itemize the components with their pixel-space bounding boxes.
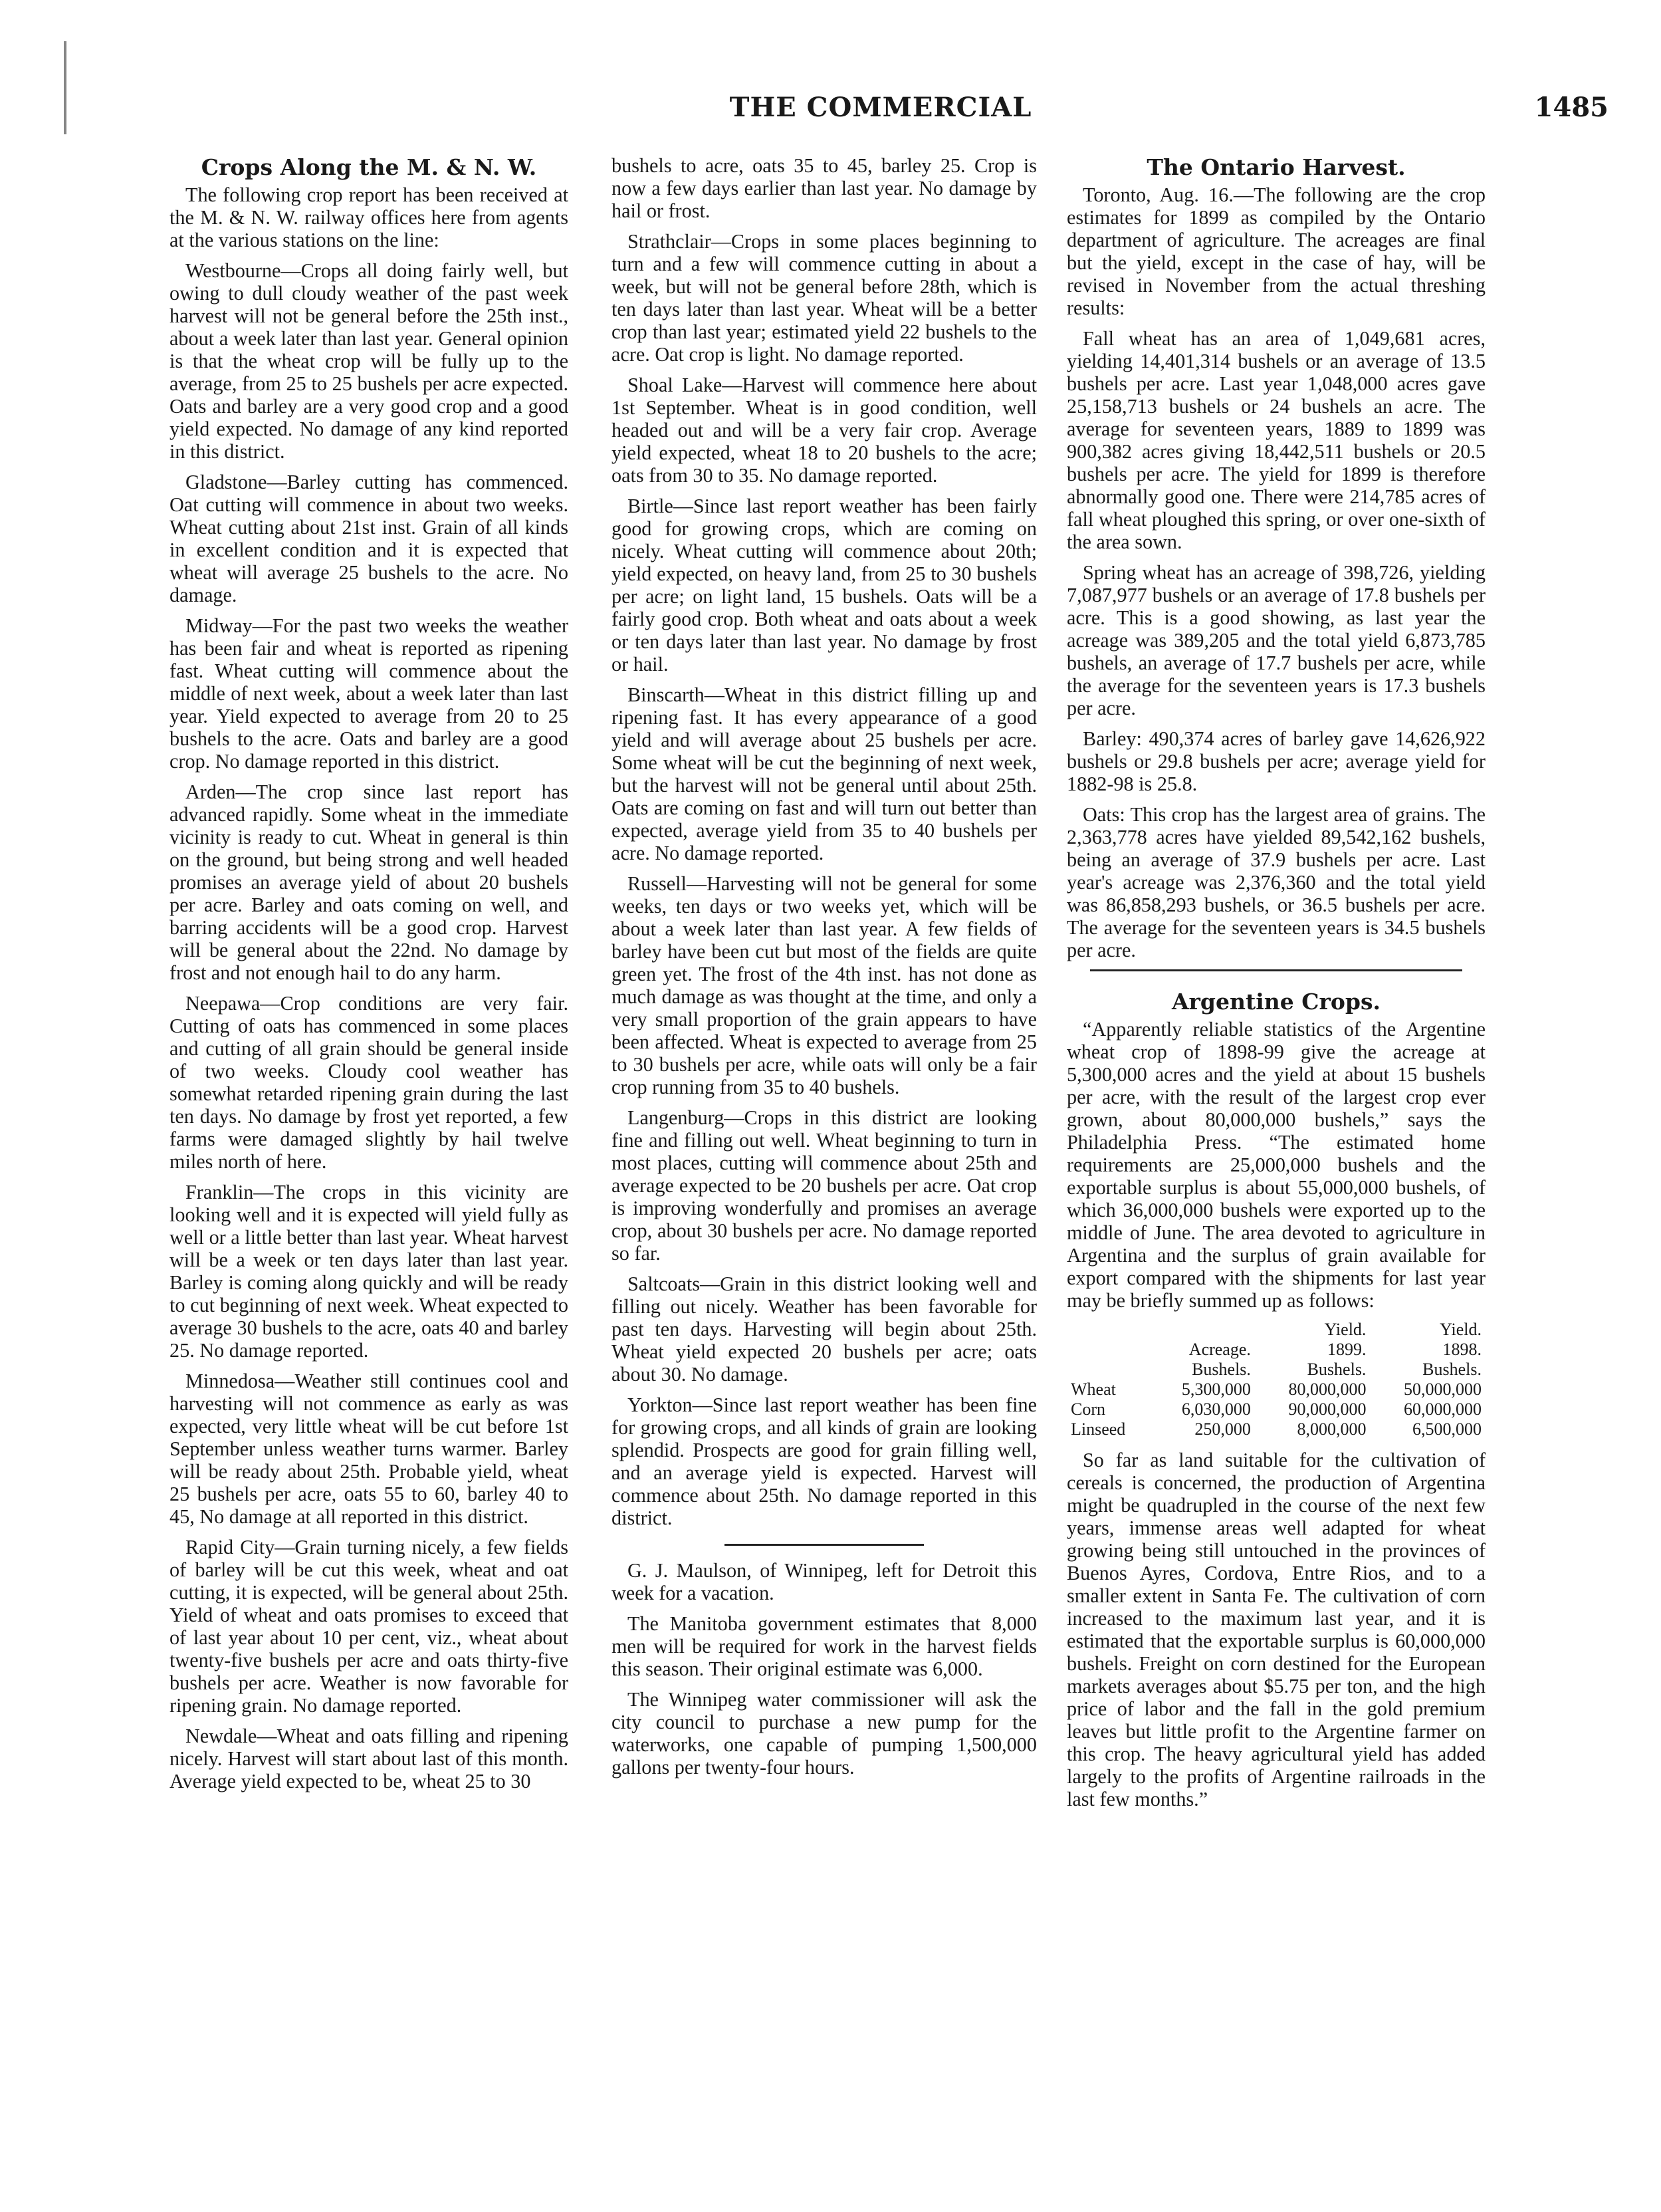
table-cell: Acreage. bbox=[1188, 1340, 1251, 1359]
table-cell: 1898. bbox=[1442, 1340, 1482, 1359]
column-2 bbox=[611, 154, 1037, 1786]
paragraph: Minnedosa—Weather still continues cool and harvesting will not commence as early as was expected, very little wheat will be cut before 1st September unless weather turns warmer. Barley will be ready about 25th. Probable yield, wheat 25 bushels per acre, oats 55 to 60, barley 40 to 45, No damage at all reported in this district. bbox=[169, 1370, 568, 1528]
table-cell: 1899. bbox=[1327, 1340, 1367, 1359]
paragraph: Neepawa—Crop conditions are very fair. Cutting of oats has commenced in some places and cutting of all grain should be general inside of two weeks. Cloudy cool weather has somewhat retarded ripening grain during the last ten days. No damage by frost yet reported, a few farms were damaged slightly by hail twelve miles north of here. bbox=[169, 992, 568, 1173]
table-cell: 80,000,000 bbox=[1288, 1380, 1367, 1399]
paragraph: Rapid City—Grain turning nicely, a few fields of barley will be cut this week, wheat and oat cutting, it is expected, will be general about 25th. Yield of wheat and oats promises to exceed that of last year about 10 per cent, viz., wheat about twenty-five bushels per acre and oats thirty-five bushels per acre. Weather is now favorable for ripening grain. No damage reported. bbox=[169, 1536, 568, 1717]
table-cell: Bushels. bbox=[1422, 1360, 1482, 1379]
paragraph: Oats: This crop has the largest area of grains. The 2,363,778 acres have yielded 89,542,162 bushels, being an average of 37.9 bushels per acre. Last year's acreage was 2,376,360 and the total yield was 86,858,293 bushels, or 36.5 bushels per acre. The average for the seventeen years is 34.5 bushels per acre. bbox=[1067, 803, 1486, 961]
paragraph: Strathclair—Crops in some places beginning to turn and a few will commence cutting in about a week, but will not be general before 28th, which is ten days later than last year. Wheat will be a better crop than last year; estimated yield 22 bushels to the acre. Oat crop is light. No damage reported. bbox=[611, 230, 1037, 366]
paragraph: Arden—The crop since last report has advanced rapidly. Some wheat in the immediate vicinity is ready to cut. Wheat in general is thin on the ground, but being strong and well headed promises an average yield of about 20 bushels per acre. Barley and oats coming on well, and barring accidents will be a good crop. Harvest will be general about the 22nd. No damage by frost and not enough hail to do any harm. bbox=[169, 781, 568, 984]
paragraph: “Apparently reliable statistics of the Argentine wheat crop of 1898-99 give the acreage at 5,300,000 acres and the yield at about 15 bushels per acre, with the result of the largest crop ever grown, about 80,000,000 bushels,” says the Philadelphia Press. “The estimated home requirements are 25,000,000 bushels and the exportable surplus is about 55,000,000 bushels, of which 36,000,000 bushels were exported up to the middle of June. The area devoted to agriculture in Argentina and the surplus of grain available for export compared with the shipments for last year may be briefly summed up as follows: bbox=[1067, 1018, 1486, 1312]
table-cell: Bushels. bbox=[1307, 1360, 1367, 1379]
table-cell: Bushels. bbox=[1192, 1360, 1251, 1379]
table-row bbox=[1067, 1419, 1486, 1439]
column-1 bbox=[169, 154, 568, 1800]
page-header bbox=[153, 92, 1608, 132]
running-title: THE COMMERCIAL bbox=[729, 92, 1032, 123]
table-cell: Yield. bbox=[1324, 1320, 1367, 1339]
table-row bbox=[1067, 1380, 1486, 1400]
table-cell: 6,500,000 bbox=[1412, 1419, 1482, 1439]
paragraph: The following crop report has been received at the M. & N. W. railway offices here from agents at the various stations on the line: bbox=[169, 184, 568, 251]
section-divider bbox=[724, 1544, 924, 1546]
table-cell: 5,300,000 bbox=[1181, 1380, 1251, 1399]
paragraph: Langenburg—Crops in this district are looking fine and filling out well. Wheat beginning to turn in most places, cutting will commence about 25th and average expected to be 20 bushels per acre. Oat crop is improving wonderfully and promises an average crop, about 30 bushels per acre. No damage reported so far. bbox=[611, 1106, 1037, 1265]
table-cell bbox=[1067, 1320, 1151, 1340]
page-number: 1485 bbox=[1534, 92, 1608, 123]
table-cell: Wheat bbox=[1071, 1380, 1116, 1399]
table-row bbox=[1067, 1400, 1486, 1419]
news-note: G. J. Maulson, of Winnipeg, left for Detroit this week for a vacation. bbox=[611, 1559, 1037, 1604]
paragraph: Newdale—Wheat and oats filling and ripening nicely. Harvest will start about last of this month. Average yield expected to be, wheat 25 to 30 bbox=[169, 1725, 568, 1792]
table-header-row bbox=[1067, 1340, 1486, 1360]
table-cell bbox=[1067, 1360, 1151, 1380]
table-cell: 50,000,000 bbox=[1404, 1380, 1482, 1399]
column-3 bbox=[1067, 154, 1486, 1818]
section-divider bbox=[1090, 969, 1462, 971]
paragraph: bushels to acre, oats 35 to 45, barley 25. Crop is now a few days earlier than last year. No damage by hail or frost. bbox=[611, 154, 1037, 222]
table-cell: Corn bbox=[1071, 1400, 1105, 1419]
paragraph: Toronto, Aug. 16.—The following are the crop estimates for 1899 as compiled by the Ontario department of agriculture. The acreages are final but the yield, except in the case of hay, will be revised in November from the actual threshing results: bbox=[1067, 184, 1486, 319]
paragraph: Franklin—The crops in this vicinity are looking well and it is expected will yield fully as well or a little better than last year. Wheat harvest will be a week or ten days later than last year. Barley is coming along quickly and will be ready to cut beginning of next week. Wheat expected to average 30 bushels to the acre, oats 40 and barley 25. No damage reported. bbox=[169, 1181, 568, 1362]
paragraph: So far as land suitable for the cultivation of cereals is concerned, the production of Argentina might be quadrupled in the course of the next few years, immense areas well adapted for wheat growing being still untouched in the provinces of Buenos Ayres, Cordova, Entre Rios, and to a smaller extent in Santa Fe. The cultivation of corn increased to the maximum last year, and it is estimated that the exportable surplus is 60,000,000 bushels. Freight on corn destined for the European markets averages about $5.75 per ton, and the high price of labor and the fall in the gold premium leaves but little profit to the Argentine farmer on this crop. The heavy agricultural yield has added largely to the profits of Argentine railroads in the last few months.” bbox=[1067, 1449, 1486, 1810]
paragraph: Russell—Harvesting will not be general for some weeks, ten days or two weeks yet, which will be about a week later than last year. A few fields of barley have been cut but most of the fields are quite green yet. The frost of the 4th inst. has not done as much damage as was thought at the time, and only a very small proportion of the grain appears to have been affected. Wheat is expected to average from 25 to 30 bushels per acre, while oats will only be a fair crop running from 35 to 40 bushels. bbox=[611, 872, 1037, 1098]
table-cell: 8,000,000 bbox=[1297, 1419, 1367, 1439]
article-heading-ontario-harvest: The Ontario Harvest. bbox=[1147, 154, 1406, 180]
paragraph: Fall wheat has an area of 1,049,681 acres, yielding 14,401,314 bushels or an average of 13.5 bushels per acre. Last year 1,048,000 acres gave 25,158,713 bushels or 24 bushels an acre. The average for seventeen years, 1889 to 1899 was 900,382 acres giving 18,442,511 bushels or 20.5 bushels per acre. The yield for 1899 is therefore abnormally good one. There were 214,785 acres of fall wheat ploughed this spring, or over one-sixth of the area sown. bbox=[1067, 327, 1486, 553]
argentine-statistics-table bbox=[1067, 1320, 1486, 1439]
article-heading-crops-mnw: Crops Along the M. & N. W. bbox=[201, 154, 537, 180]
news-note: The Manitoba government estimates that 8,000 men will be required for work in the harvest fields this season. Their original estimate was 6,000. bbox=[611, 1612, 1037, 1680]
paragraph: Gladstone—Barley cutting has commenced. Oat cutting will commence in about two weeks. Wheat cutting about 21st inst. Grain of all kinds in excellent condition and it is expected that wheat will average 25 bushels to the acre. No damage. bbox=[169, 471, 568, 606]
paragraph: Spring wheat has an acreage of 398,726, yielding 7,087,977 bushels or an average of 17.8 bushels per acre. This is a good showing, as last year the acreage was 389,205 and the total yield 6,873,785 bushels, an average of 17.7 bushels per acre, while the average for the seventeen years is 17.3 bushels per acre. bbox=[1067, 561, 1486, 719]
table-cell: Yield. bbox=[1440, 1320, 1482, 1339]
paragraph: Binscarth—Wheat in this district filling up and ripening fast. It has every appearance of a good yield and will average about 25 bushels per acre. Some wheat will be cut the beginning of next week, but the harvest will not be general until about 25th. Oats are coming on fast and will turn out better than expected, average yield from 35 to 40 bushels per acre. No damage reported. bbox=[611, 683, 1037, 864]
paragraph: Barley: 490,374 acres of barley gave 14,626,922 bushels or 29.8 bushels per acre; average yield for 1882-98 is 25.8. bbox=[1067, 727, 1486, 795]
table-cell: 60,000,000 bbox=[1404, 1400, 1482, 1419]
table-header-row bbox=[1067, 1320, 1486, 1340]
table-cell: 6,030,000 bbox=[1181, 1400, 1251, 1419]
table-cell: Linseed bbox=[1071, 1419, 1126, 1439]
paragraph: Shoal Lake—Harvest will commence here about 1st September. Wheat is in good condition, well headed out and will be a very fair crop. Average yield expected, wheat 18 to 20 bushels to the acre; oats from 30 to 35. No damage reported. bbox=[611, 374, 1037, 487]
page-binding-edge bbox=[64, 41, 66, 134]
paragraph: Saltcoats—Grain in this district looking well and filling out nicely. Weather has been favorable for past ten days. Harvesting will begin about 25th. Wheat yield expected 20 bushels per acre; oats about 30. No damage. bbox=[611, 1273, 1037, 1386]
table-cell: 90,000,000 bbox=[1288, 1400, 1367, 1419]
news-note: The Winnipeg water commissioner will ask the city council to purchase a new pump for the waterworks, one capable of pumping 1,500,000 gallons per twenty-four hours. bbox=[611, 1688, 1037, 1779]
paragraph: Birtle—Since last report weather has been fairly good for growing crops, which are coming on nicely. Wheat cutting will commence about 20th; yield expected, on heavy land, from 25 to 30 bushels per acre; on light land, 15 bushels. Oats will be a fairly good crop. Both wheat and oats about a week or ten days later than last year. No damage by frost or hail. bbox=[611, 495, 1037, 676]
paragraph: Westbourne—Crops all doing fairly well, but owing to dull cloudy weather of the past week harvest will not be general before the 25th inst., about a week later than last year. General opinion is that the wheat crop will be fully up to the average, from 25 to 25 bushels per acre expected. Oats and barley are a very good crop and a good yield expected. No damage of any kind reported in this district. bbox=[169, 259, 568, 463]
table-cell bbox=[1151, 1320, 1255, 1340]
table-cell bbox=[1067, 1340, 1151, 1360]
table-header-row bbox=[1067, 1360, 1486, 1380]
paragraph: Midway—For the past two weeks the weather has been fair and wheat is reported as ripening fast. Wheat cutting will commence about the middle of next week, about a week later than last year. Yield expected to average from 20 to 25 bushels to the acre. Oats and barley are a good crop. No damage reported in this district. bbox=[169, 614, 568, 773]
article-heading-argentine-crops: Argentine Crops. bbox=[1171, 989, 1381, 1015]
table-cell: 250,000 bbox=[1194, 1419, 1251, 1439]
paragraph: Yorkton—Since last report weather has been fine for growing crops, and all kinds of grain are looking splendid. Prospects are good for grain filling well, and an average yield is expected. Harvest will commence about 25th. No damage reported in this district. bbox=[611, 1394, 1037, 1529]
